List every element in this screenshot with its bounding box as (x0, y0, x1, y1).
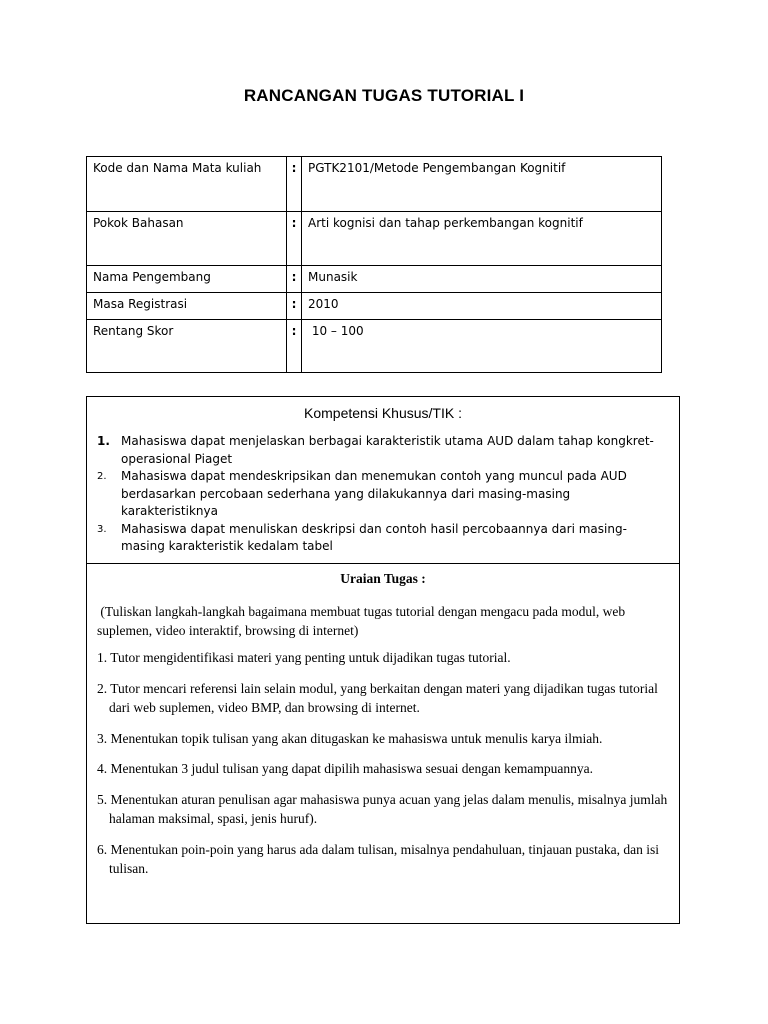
kompetensi-heading: Kompetensi Khusus/TIK : (304, 405, 462, 421)
document-title: RANCANGAN TUGAS TUTORIAL I (243, 86, 525, 105)
row-separator: : (287, 212, 302, 266)
table-row (87, 212, 662, 266)
task-step: 2. Tutor mencari referensi lain selain modul, yang berkaitan dengan materi yang dijadikan tugas tutorial dari web suplemen, video BMP, dan browsing di internet. (97, 680, 658, 715)
uraian-section (86, 563, 680, 924)
course-info-table (86, 156, 662, 373)
row-value: Arti kognisi dan tahap perkembangan kognitif (302, 212, 662, 266)
table-row (87, 266, 662, 293)
list-item (97, 521, 663, 556)
table-row (87, 320, 662, 373)
row-label: Pokok Bahasan (87, 212, 287, 266)
row-separator: : (287, 293, 302, 320)
kompetensi-section (86, 396, 680, 564)
list-item (97, 468, 663, 521)
row-label: Kode dan Nama Mata kuliah (87, 157, 287, 212)
task-step: 3. Menentukan topik tulisan yang akan ditugaskan ke mahasiswa untuk menulis karya ilmiah. (97, 730, 603, 746)
table-row (87, 293, 662, 320)
list-item-number: 3. (97, 523, 107, 535)
kompetensi-list (87, 433, 679, 556)
uraian-intro: (Tuliskan langkah-langkah bagaimana membuat tugas tutorial dengan mengacu pada modul, web suplemen, video interaktif, browsing di internet) (97, 604, 629, 638)
row-value: 2010 (302, 293, 662, 320)
row-value: PGTK2101/Metode Pengembangan Kognitif (302, 157, 662, 212)
task-step: 1. Tutor mengidentifikasi materi yang penting untuk dijadikan tugas tutorial. (97, 650, 511, 665)
table-row (87, 157, 662, 212)
list-item-text: Mahasiswa dapat mendeskripsikan dan menemukan contoh yang muncul pada AUD berdasarkan percobaan sederhana yang dilakukannya dari masing-masing karakteristiknya (121, 469, 627, 518)
task-step: 6. Menentukan poin-poin yang harus ada dalam tulisan, misalnya pendahuluan, tinjauan pustaka, dan isi tulisan. (97, 841, 659, 876)
row-separator: : (287, 320, 302, 373)
task-step: 5. Menentukan aturan penulisan agar mahasiswa punya acuan yang jelas dalam menulis, misalnya jumlah halaman maksimal, spasi, jenis huruf). (97, 791, 668, 826)
row-value: Munasik (302, 266, 662, 293)
row-separator: : (287, 266, 302, 293)
list-item (97, 433, 663, 468)
row-label: Rentang Skor (87, 320, 287, 373)
list-item-text: Mahasiswa dapat menuliskan deskripsi dan contoh hasil percobaannya dari masing-masing karakteristik kedalam tabel (121, 521, 627, 553)
row-label: Nama Pengembang (87, 266, 287, 293)
list-item-text: Mahasiswa dapat menjelaskan berbagai karakteristik utama AUD dalam tahap kongkret-operasional Piaget (121, 434, 654, 466)
row-separator: : (287, 157, 302, 212)
list-item-number: 2. (97, 471, 107, 482)
task-step: 4. Menentukan 3 judul tulisan yang dapat dipilih mahasiswa sesuai dengan kemampuannya. (97, 761, 594, 776)
row-label: Masa Registrasi (87, 293, 287, 320)
row-value: 10 – 100 (302, 320, 662, 373)
list-item-number: 1. (97, 434, 110, 448)
uraian-heading: Uraian Tugas : (340, 571, 426, 586)
